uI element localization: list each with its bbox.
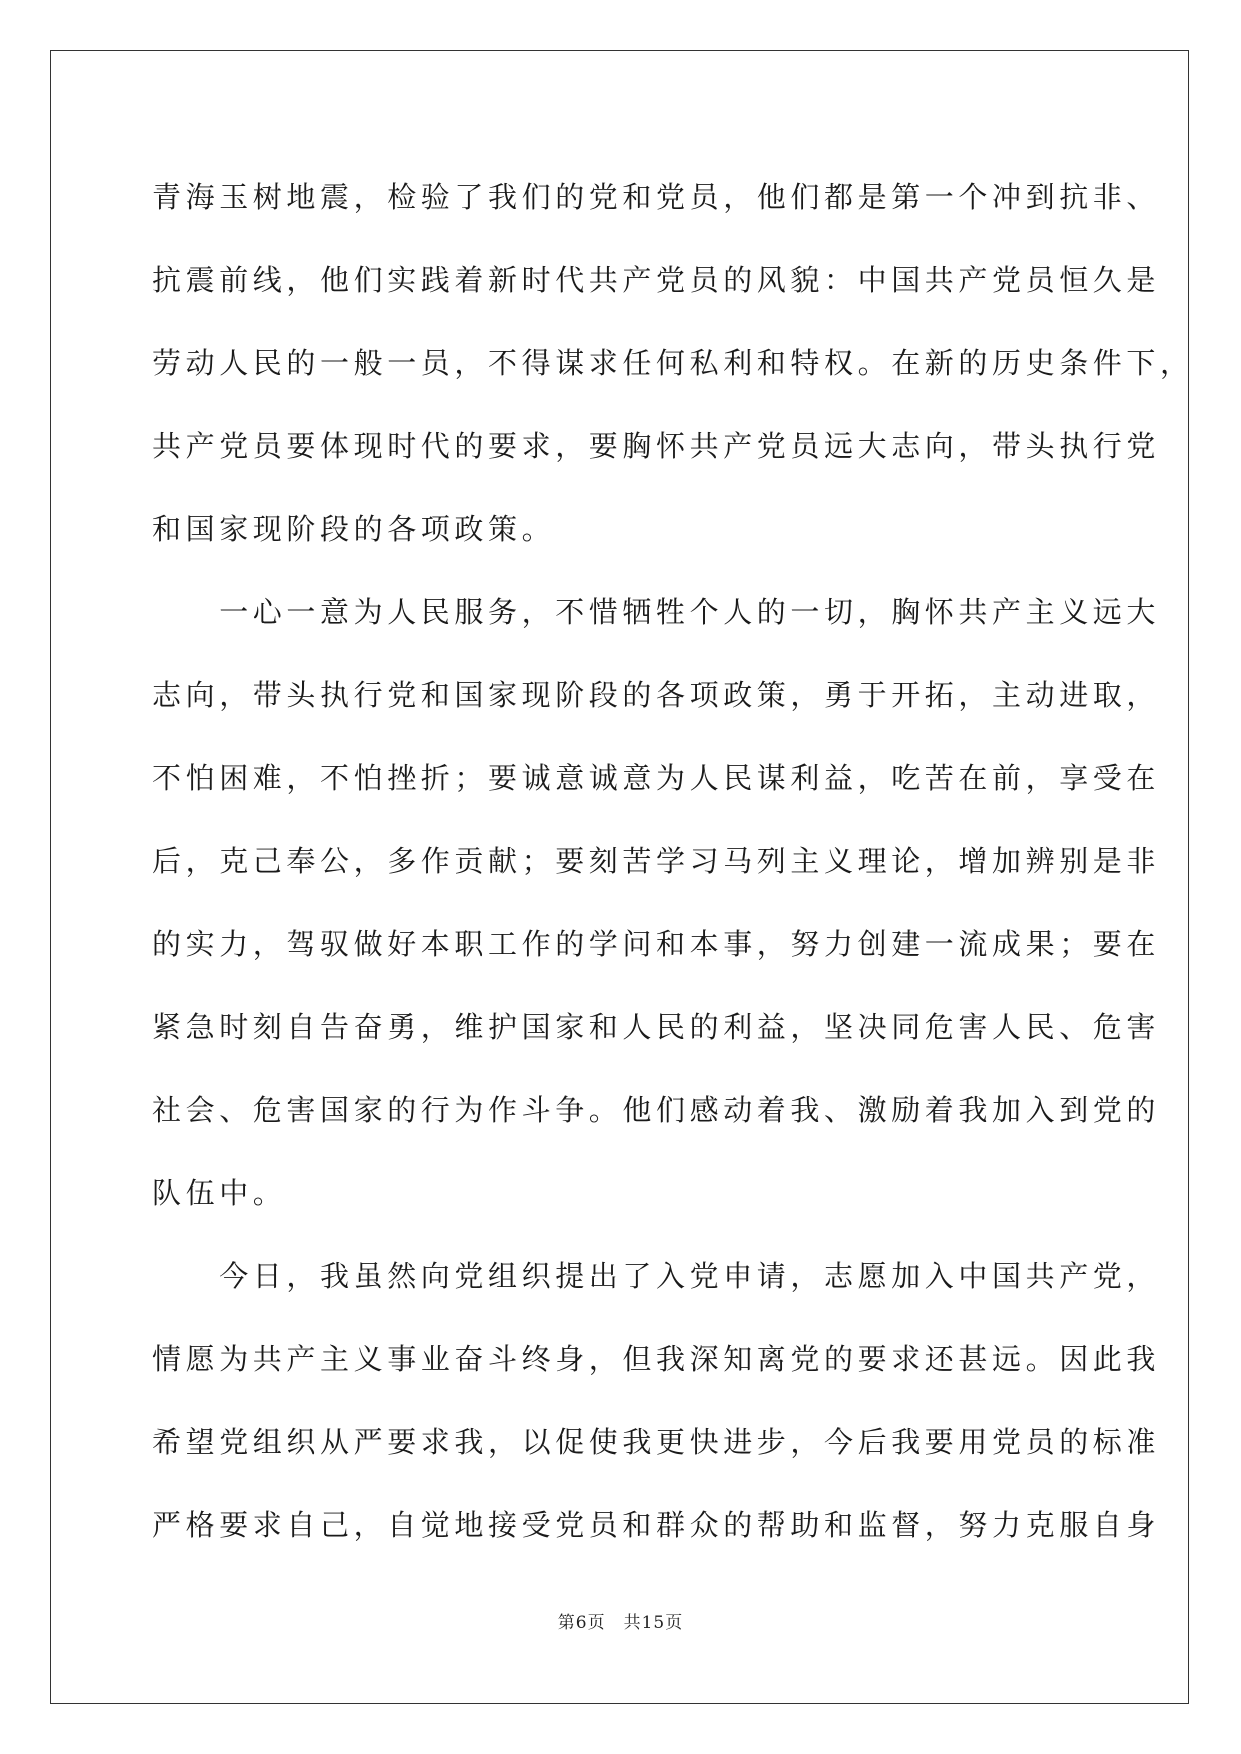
text-line: 的实力，驾驭做好本职工作的学问和本事，努力创建一流成果；要在: [152, 927, 1161, 961]
text-line: 紧急时刻自告奋勇，维护国家和人民的利益，坚决同危害人民、危害: [152, 1010, 1161, 1044]
document-body: [152, 156, 1194, 1567]
text-line: 和国家现阶段的各项政策。: [152, 512, 556, 546]
text-line: 严格要求自己，自觉地接受党员和群众的帮助和监督，努力克服自身: [152, 1508, 1161, 1542]
text-line: 希望党组织从严要求我，以促使我更快进步，今后我要用党员的标准: [152, 1425, 1161, 1459]
text-line: 情愿为共产主义事业奋斗终身，但我深知离党的要求还甚远。因此我: [152, 1342, 1161, 1376]
text-line: 后，克己奉公，多作贡献；要刻苦学习马列主义理论，增加辨别是非: [152, 844, 1161, 878]
text-line: 队伍中。: [152, 1176, 287, 1210]
text-line: 劳动人民的一般一员，不得谋求任何私利和特权。在新的历史条件下，: [152, 346, 1194, 380]
page-number: 第6页: [557, 1613, 606, 1633]
text-line: 一心一意为人民服务，不惜牺牲个人的一切，胸怀共产主义远大: [152, 595, 1161, 629]
page-footer: [0, 1608, 1241, 1633]
text-line: 不怕困难，不怕挫折；要诚意诚意为人民谋利益，吃苦在前，享受在: [152, 761, 1161, 795]
text-line: 抗震前线，他们实践着新时代共产党员的风貌：中国共产党员恒久是: [152, 263, 1161, 297]
text-line: 青海玉树地震，检验了我们的党和党员，他们都是第一个冲到抗非、: [152, 180, 1161, 214]
text-line: 今日，我虽然向党组织提出了入党申请，志愿加入中国共产党，: [152, 1259, 1161, 1293]
text-line: 社会、危害国家的行为作斗争。他们感动着我、激励着我加入到党的: [152, 1093, 1161, 1127]
text-line: 志向，带头执行党和国家现阶段的各项政策，勇于开拓，主动进取，: [152, 678, 1161, 712]
page-total: 共15页: [623, 1613, 684, 1633]
text-line: 共产党员要体现时代的要求，要胸怀共产党员远大志向，带头执行党: [152, 429, 1161, 463]
